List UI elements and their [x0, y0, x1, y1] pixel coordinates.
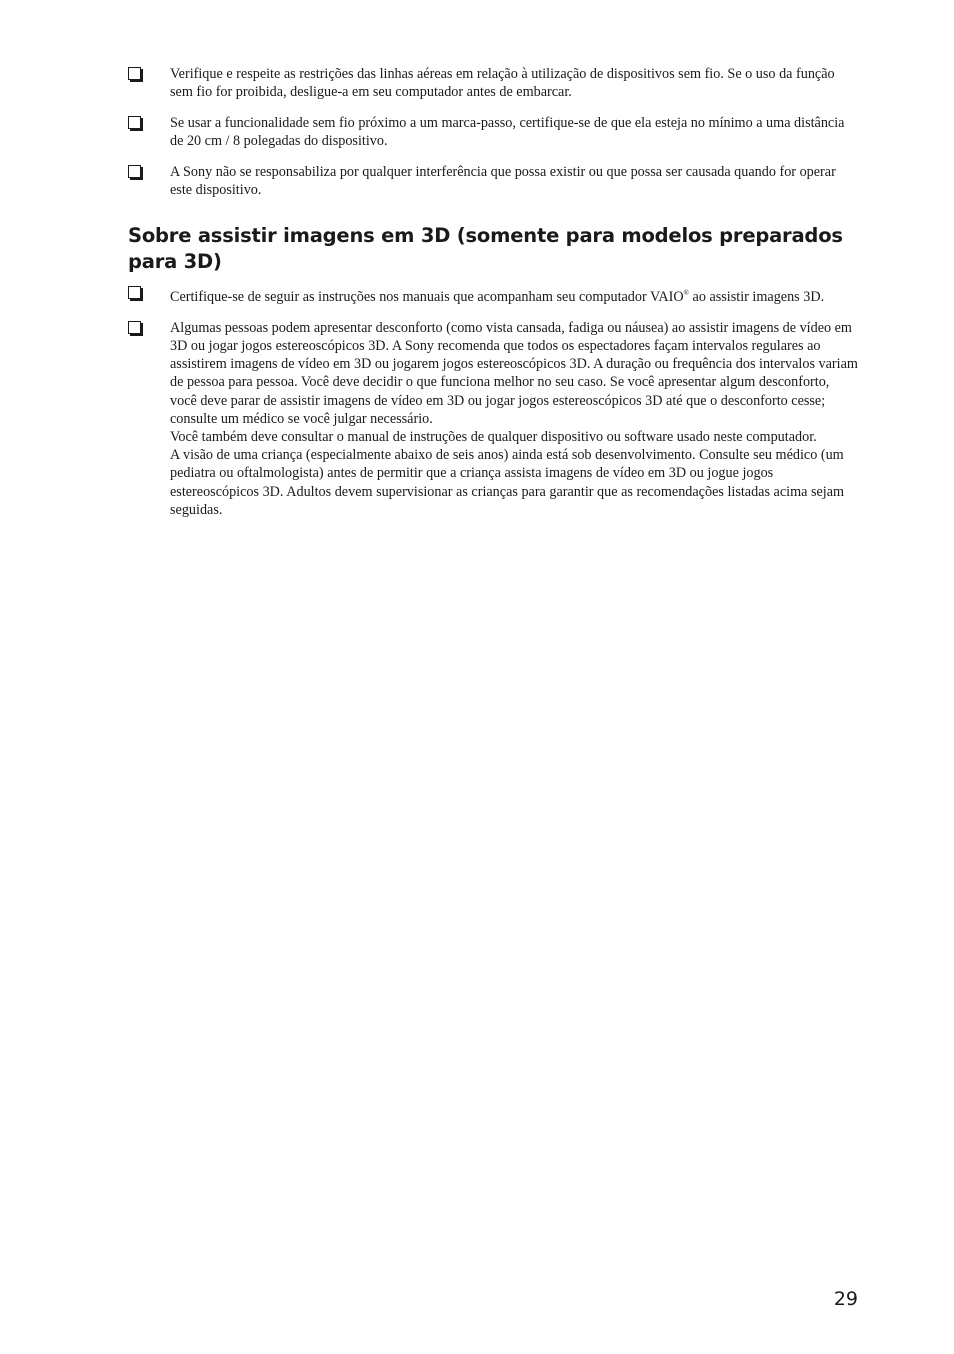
3d-viewing-list: [128, 284, 858, 532]
registered-mark: ®: [683, 289, 689, 297]
list-item: [128, 163, 858, 199]
page-number: 29: [833, 1288, 858, 1310]
list-item: [128, 319, 858, 519]
section-heading: Sobre assistir imagens em 3D (somente para modelos preparados para 3D): [128, 224, 843, 273]
list-item-paragraph: A visão de uma criança (especialmente abaixo de seis anos) ainda está sob desenvolvimento. Consulte seu médico (um pediatra ou oftalmologista) antes de permitir que a criança assista imagens de vídeo em 3D ou jogue jogos estereoscópicos 3D. Adultos devem supervisionar as crianças para garantir que as recomendações listadas acima sejam seguidas.: [170, 447, 845, 518]
list-item-text-part: ao assistir imagens 3D.: [688, 289, 825, 305]
checkbox-bullet-icon: [128, 116, 141, 129]
list-item: [128, 114, 858, 150]
checkbox-bullet-icon: [128, 165, 141, 178]
checkbox-bullet-icon: [128, 286, 141, 299]
list-item: [128, 65, 858, 101]
precautions-list: [128, 65, 858, 212]
list-item-text: [170, 284, 858, 306]
list-item-text-part: Certifique-se de seguir as instruções nos manuais que acompanham seu computador VAIO: [170, 289, 684, 305]
checkbox-bullet-icon: [128, 321, 141, 334]
list-item-text: Verifique e respeite as restrições das linhas aéreas em relação à utilização de dispositivos sem fio. Se o uso da função sem fio for proibida, desligue-a em seu computador antes de embarcar.: [170, 66, 835, 101]
list-item-text: A Sony não se responsabiliza por qualquer interferência que possa existir ou que possa ser causada quando for operar este dispositivo.: [170, 164, 836, 199]
list-item-paragraph: Algumas pessoas podem apresentar desconforto (como vista cansada, fadiga ou náusea) ao assistir imagens de vídeo em 3D ou jogar jogos estereoscópicos 3D. A Sony recomenda que todos os espectadores façam intervalos regulares ao assistirem imagens de vídeo em 3D ou jogarem jogos estereoscópicos 3D. A duração ou frequência dos intervalos variam de pessoa para pessoa. Você deve decidir o que funciona melhor no seu caso. Se você apresentar algum desconforto, você deve parar de assistir imagens de vídeo em 3D ou jogar jogos estereoscópicos 3D até que o desconforto cesse; consulte um médico se você julgar necessário.: [170, 319, 858, 427]
list-item-paragraph: Você também deve consultar o manual de instruções de qualquer dispositivo ou software usado neste computador.: [170, 429, 817, 446]
checkbox-bullet-icon: [128, 67, 141, 80]
list-item-text: Se usar a funcionalidade sem fio próximo a um marca-passo, certifique-se de que ela esteja no mínimo a uma distância de 20 cm / 8 polegadas do dispositivo.: [170, 115, 845, 150]
list-item: [128, 284, 858, 306]
